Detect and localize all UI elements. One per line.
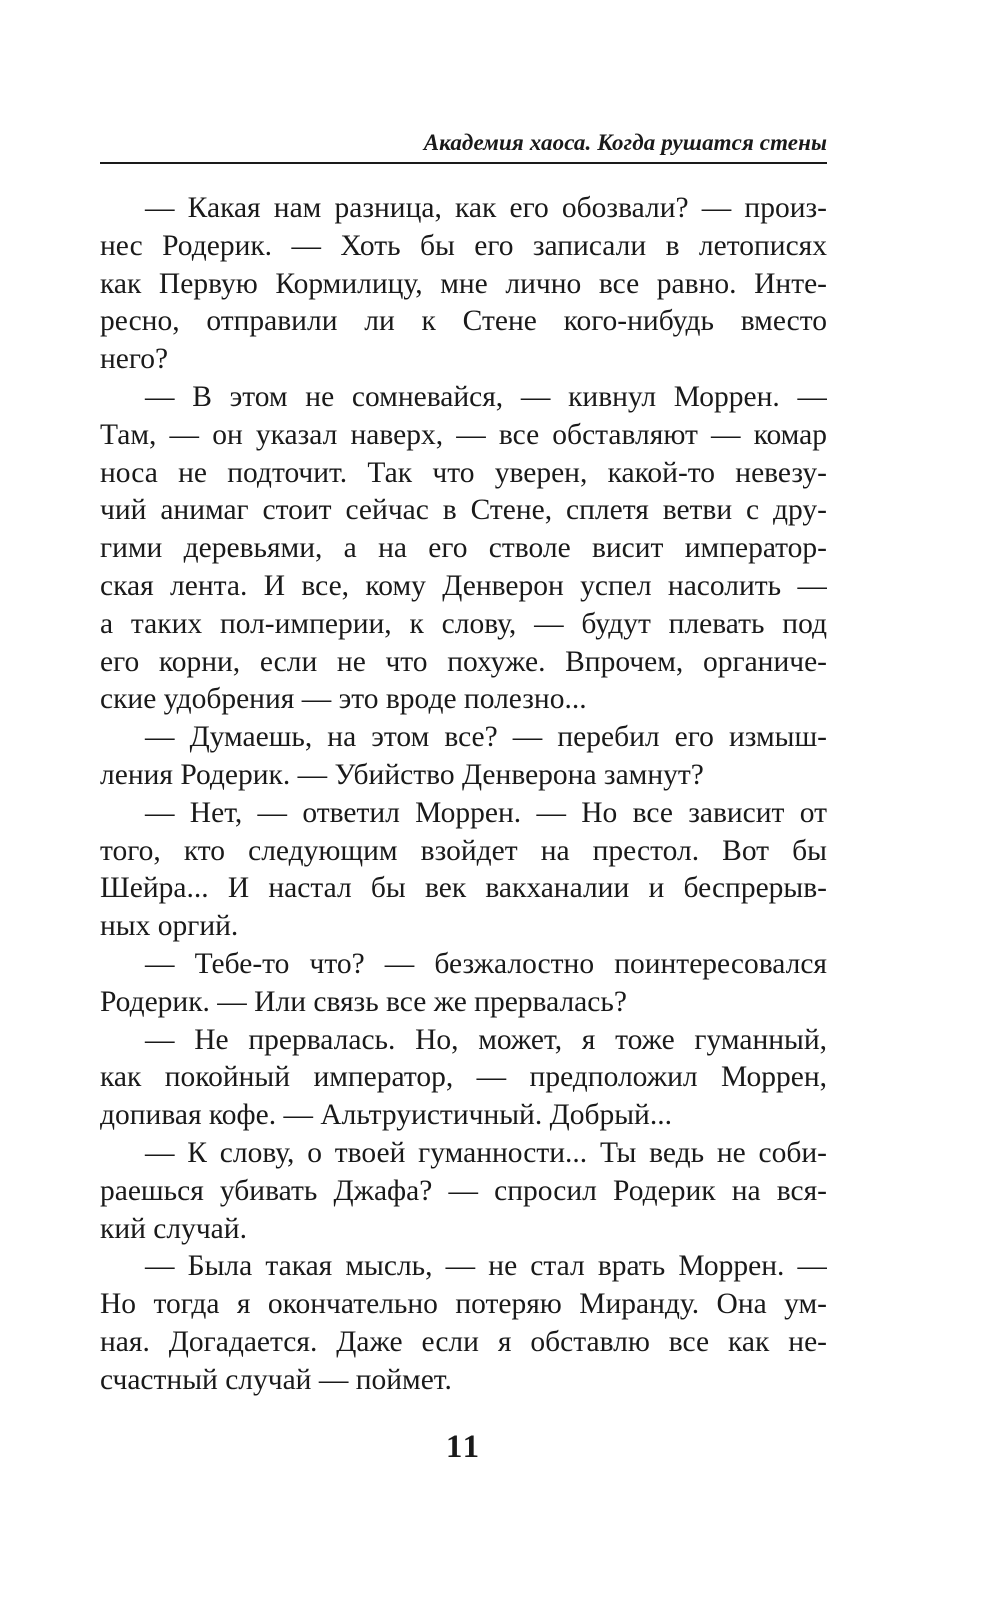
- text-line: ления Родерик. — Убийство Денверона замнут?: [100, 758, 704, 791]
- text-line: его корни, если не что похуже. Впрочем, органиче-: [100, 645, 827, 678]
- text-line: — Нет, — ответил Моррен. — Но все зависит от: [145, 796, 827, 829]
- text-line: — Какая нам разница, как его обозвали? — произ-: [145, 192, 827, 224]
- text-line: кий случай.: [100, 1212, 247, 1245]
- running-header: Академия хаоса. Когда рушатся стены: [423, 130, 827, 155]
- text-line: ресно, отправили ли к Стене кого-нибудь вместо: [100, 305, 827, 338]
- text-line: ных оргий.: [100, 910, 239, 943]
- text-line: него?: [100, 343, 169, 376]
- text-line: раешься убивать Джафа? — спросил Родерик на вся-: [100, 1174, 827, 1207]
- text-line: Но тогда я окончательно потеряю Миранду. Она ум-: [100, 1288, 827, 1321]
- text-line: ная. Догадается. Даже если я обставлю все как не-: [100, 1325, 827, 1358]
- text-line: чий анимаг стоит сейчас в Стене, сплетя ветви с дру-: [100, 494, 827, 527]
- text-line: гими деревьями, а на его стволе висит император-: [100, 532, 827, 565]
- text-line: носа не подточит. Так что уверен, какой-то невезу-: [100, 456, 827, 489]
- text-line: ская лента. И все, кому Денверон успел насолить —: [100, 569, 827, 602]
- text-line: — Думаешь, на этом все? — перебил его измыш-: [145, 721, 827, 754]
- text-line: Там, — он указал наверх, — все обставляют — комар: [100, 418, 827, 451]
- text-line: ские удобрения — это вроде полезно...: [100, 683, 587, 716]
- text-line: Родерик. — Или связь все же прервалась?: [100, 985, 627, 1018]
- text-line: того, кто следующим взойдет на престол. Вот бы: [100, 834, 827, 867]
- header-divider: [100, 162, 827, 164]
- text-line: — Тебе-то что? — безжалостно поинтересовался: [145, 947, 827, 980]
- text-line: допивая кофе. — Альтруистичный. Добрый...: [100, 1099, 672, 1132]
- text-line: счастный случай — поймет.: [100, 1363, 452, 1396]
- text-line: нес Родерик. — Хоть бы его записали в летописях: [100, 229, 827, 262]
- page-number: 11: [445, 1429, 482, 1465]
- text-line: — Не прервалась. Но, может, я тоже гуманный,: [145, 1023, 827, 1056]
- text-line: — К слову, о твоей гуманности... Ты ведь не соби-: [145, 1136, 827, 1169]
- text-line: — Была такая мысль, — не стал врать Моррен. —: [145, 1250, 827, 1283]
- text-line: Шейра... И настал бы век вакханалии и беспрерыв-: [100, 872, 827, 905]
- text-line: как покойный император, — предположил Моррен,: [100, 1061, 827, 1094]
- text-line: — В этом не сомневайся, — кивнул Моррен. —: [145, 380, 827, 413]
- body-text: [100, 190, 827, 1400]
- text-line: а таких пол-империи, к слову, — будут плевать под: [100, 607, 827, 640]
- text-line: как Первую Кормилицу, мне лично все равно. Инте-: [100, 267, 827, 300]
